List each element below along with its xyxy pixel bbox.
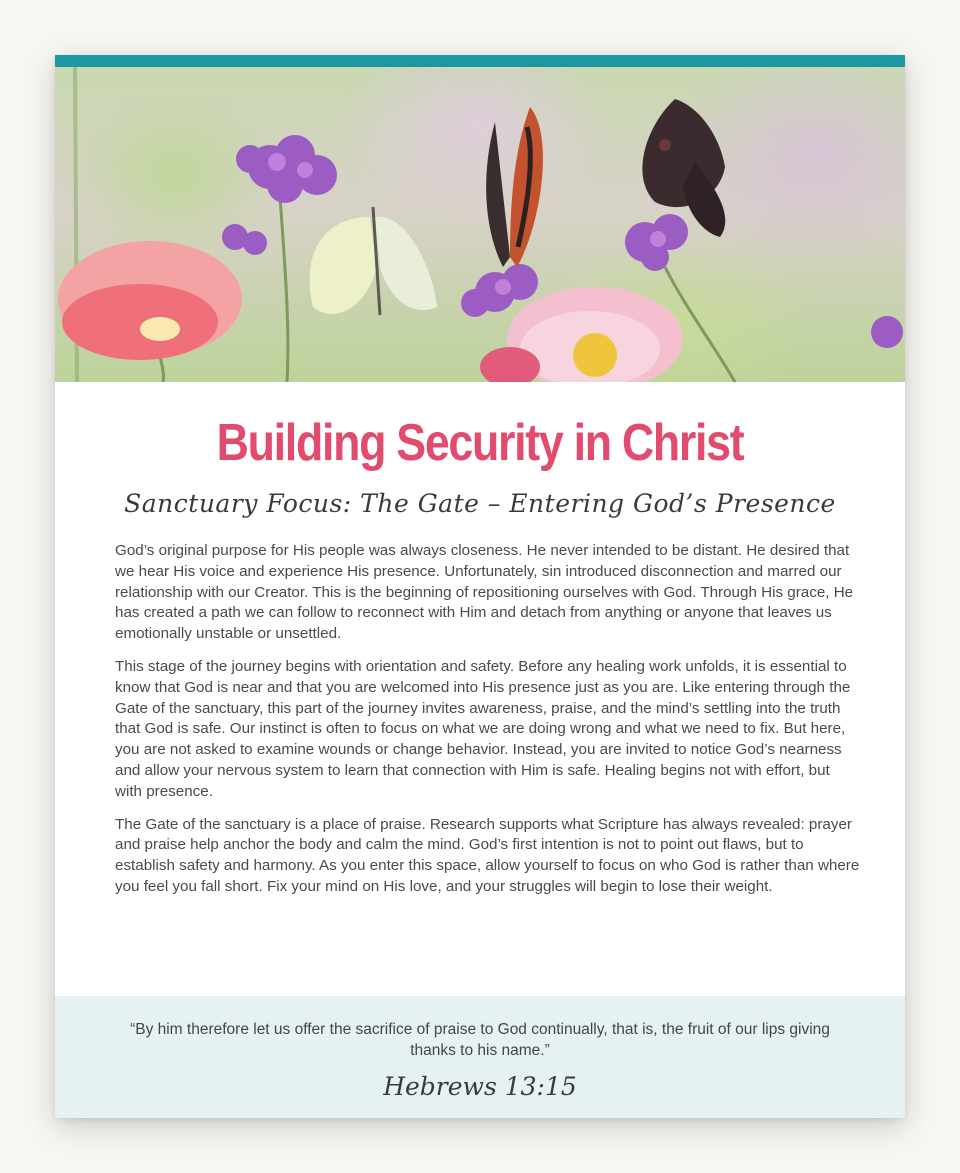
- paragraph: God’s original purpose for His people was always closeness. He never intended to be distant. He desired that we hear His voice and experience His presence. Unfortunately, sin introduced disconnection and marred our relationship with our Creator. This is the beginning of repositioning ourselves with God. Through His grace, He has created a path we can follow to reconnect with Him and detach from anything or anyone that leaves us emotionally unstable or unsettled.: [115, 542, 854, 643]
- page-subtitle: Sanctuary Focus: The Gate – Entering God’s Presence: [124, 489, 836, 518]
- scripture-quote: “By him therefore let us offer the sacrifice of praise to God continually, that is, the fruit of our lips giving thanks to his name.”: [130, 1021, 830, 1059]
- scripture-reference: Hebrews 13:15: [383, 1072, 577, 1101]
- hero-image: [55, 67, 905, 382]
- accent-bar: [55, 55, 905, 67]
- scripture-quote-box: [55, 996, 905, 1118]
- paragraph: The Gate of the sanctuary is a place of praise. Research supports what Scripture has always revealed: prayer and praise help anchor the body and calm the mind. God’s first intention is not to point out flaws, but to establish safety and harmony. As you enter this space, allow yourself to focus on who God is rather than where you feel you fall short. Fix your mind on His love, and your struggles will begin to lose their weight.: [115, 815, 860, 895]
- paragraph: This stage of the journey begins with orientation and safety. Before any healing work unfolds, it is essential to know that God is near and that you are welcomed into His presence just as you are. Like entering through the Gate of the sanctuary, this part of the journey invites awareness, praise, and the mind’s settling into the truth that God is safe. Our instinct is often to focus on what we are doing wrong and what we need to fix. But here, you are not asked to examine wounds or change behavior. Instead, you are invited to notice God’s nearness and allow your nervous system to learn that connection with Him is safe. Healing begins not with effort, but with presence.: [115, 657, 851, 800]
- document-page: [55, 55, 905, 1118]
- body-text: [115, 541, 860, 910]
- page-title: Building Security in Christ: [216, 414, 744, 472]
